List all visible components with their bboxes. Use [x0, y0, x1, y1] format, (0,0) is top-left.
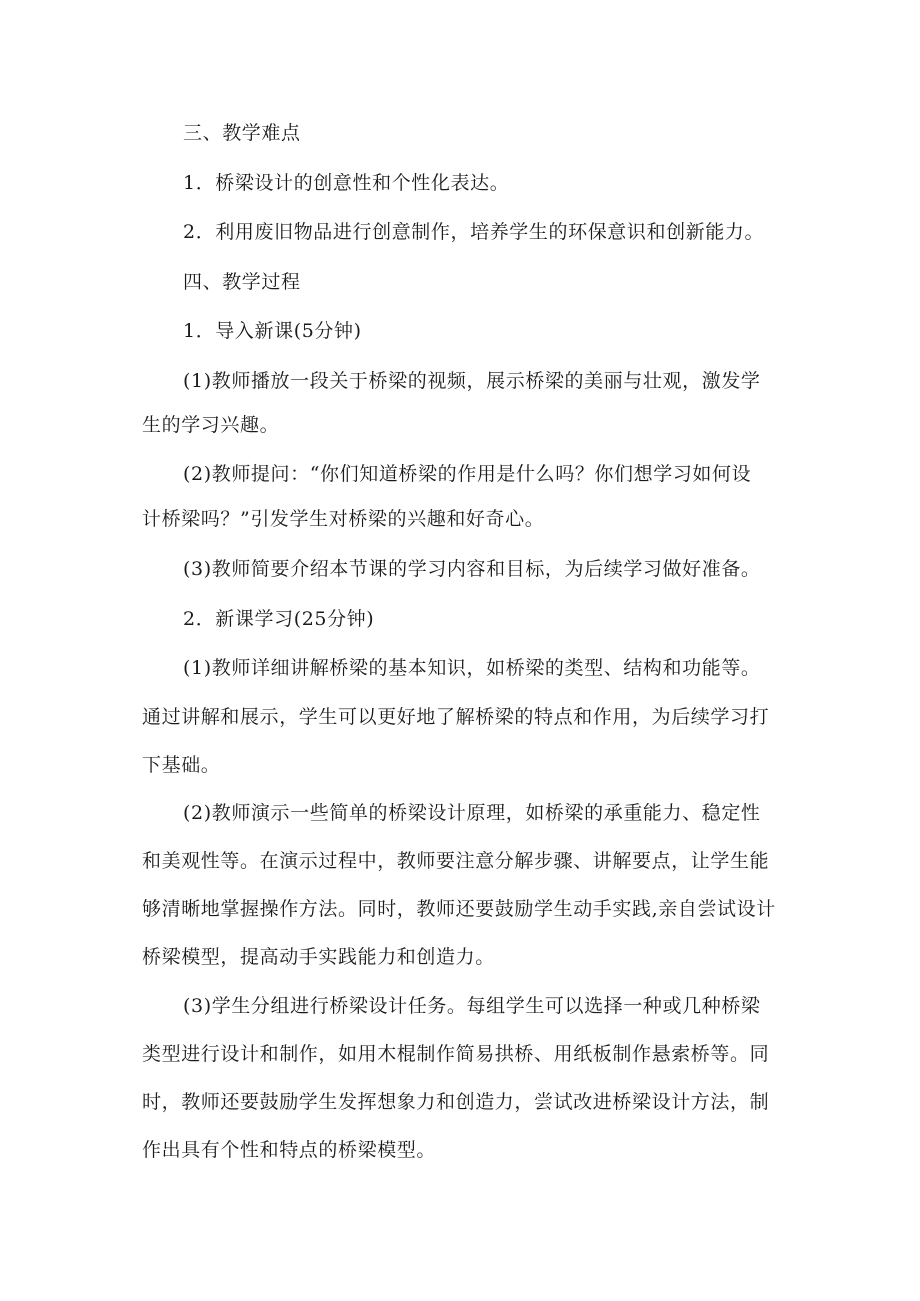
paragraph-line: 够清晰地掌握操作方法。同时，教师还要鼓励学生动手实践,亲自尝试设计 — [142, 898, 776, 920]
paragraph-line: (2)教师提问：“你们知道桥梁的作用是什么吗？你们想学习如何设 — [183, 463, 752, 485]
paragraph-line: (3)教师简要介绍本节课的学习内容和目标，为后续学习做好准备。 — [183, 558, 761, 580]
paragraph-line: (2)教师演示一些简单的桥梁设计原理，如桥梁的承重能力、稳定性 — [183, 802, 761, 824]
paragraph-line: 1．桥梁设计的创意性和个性化表达。 — [183, 172, 510, 194]
paragraph-line: (1)教师详细讲解桥梁的基本知识，如桥梁的类型、结构和功能等。 — [183, 657, 761, 679]
paragraph-line: 生的学习兴趣。 — [142, 414, 280, 436]
section-heading-teaching-process: 四、教学过程 — [183, 271, 301, 293]
paragraph-line: 计桥梁吗？”引发学生对桥梁的兴趣和好奇心。 — [142, 508, 545, 530]
paragraph-line: 桥梁模型，提高动手实践能力和创造力。 — [142, 946, 495, 968]
paragraph-line: 作出具有个性和特点的桥梁模型。 — [142, 1139, 437, 1161]
paragraph-line: 和美观性等。在演示过程中，教师要注意分解步骤、讲解要点，让学生能 — [142, 850, 770, 872]
paragraph-line: 通过讲解和展示，学生可以更好地了解桥梁的特点和作用，为后续学习打 — [142, 706, 770, 728]
paragraph-line: (3)学生分组进行桥梁设计任务。每组学生可以选择一种或几种桥梁 — [183, 995, 761, 1017]
paragraph-line: (1)教师播放一段关于桥梁的视频，展示桥梁的美丽与壮观，激发学 — [183, 370, 761, 392]
subheading-new-lesson: 2．新课学习(25分钟) — [183, 608, 375, 630]
section-heading-teaching-difficulties: 三、教学难点 — [183, 122, 301, 144]
paragraph-line: 时，教师还要鼓励学生发挥想象力和创造力，尝试改进桥梁设计方法，制 — [142, 1091, 770, 1113]
paragraph-line: 2．利用废旧物品进行创意制作，培养学生的环保意识和创新能力。 — [183, 221, 765, 243]
subheading-intro: 1．导入新课(5分钟) — [183, 320, 362, 342]
paragraph-line: 下基础。 — [142, 754, 221, 776]
paragraph-line: 类型进行设计和制作，如用木棍制作简易拱桥、用纸板制作悬索桥等。同 — [142, 1043, 770, 1065]
